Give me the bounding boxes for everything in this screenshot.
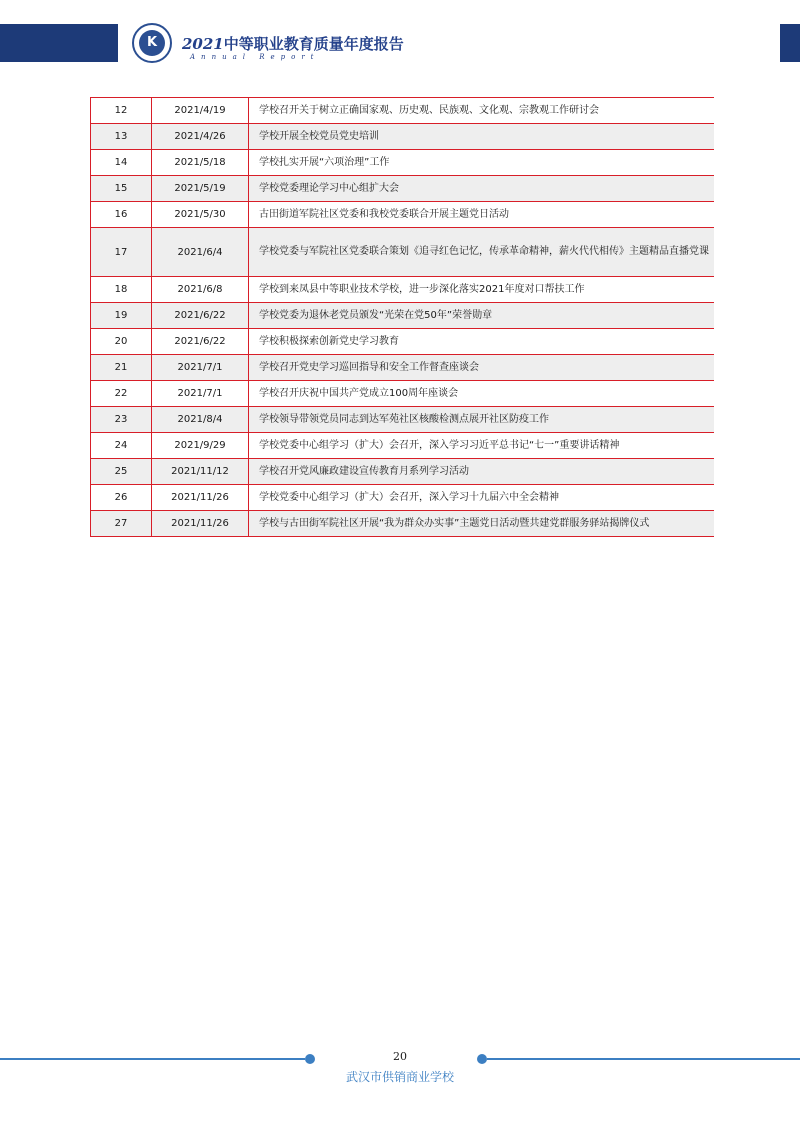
row-number-cell: 18 <box>91 277 152 303</box>
report-title-text: 中等职业教育质量年度报告 <box>223 35 404 53</box>
row-date-cell: 2021/4/26 <box>152 124 249 150</box>
party-events-table <box>90 97 714 537</box>
row-event-cell: 学校党委为退休老党员颁发“光荣在党50年”荣誉勋章 <box>249 303 715 329</box>
row-number-cell: 17 <box>91 228 152 277</box>
row-number-cell: 27 <box>91 511 152 537</box>
table-row <box>91 150 715 176</box>
table-row <box>91 98 715 124</box>
row-event-cell: 学校党委中心组学习（扩大）会召开，深入学习习近平总书记“七一”重要讲话精神 <box>249 433 715 459</box>
row-event-cell: 学校到来凤县中等职业技术学校，进一步深化落实2021年度对口帮扶工作 <box>249 277 715 303</box>
row-event-cell: 学校与古田街军院社区开展“我为群众办实事”主题党日活动暨共建党群服务驿站揭牌仪式 <box>249 511 715 537</box>
row-number-cell: 22 <box>91 381 152 407</box>
report-subtitle: Annual Report <box>190 53 320 61</box>
row-number-cell: 15 <box>91 176 152 202</box>
row-date-cell: 2021/7/1 <box>152 381 249 407</box>
row-event-cell: 学校扎实开展“六项治理”工作 <box>249 150 715 176</box>
footer-school-name: 武汉市供销商业学校 <box>345 1070 454 1084</box>
table-row <box>91 381 715 407</box>
report-title <box>182 33 404 54</box>
table-row <box>91 485 715 511</box>
row-date-cell: 2021/4/19 <box>152 98 249 124</box>
row-number-cell: 23 <box>91 407 152 433</box>
row-number-cell: 14 <box>91 150 152 176</box>
row-event-cell: 古田街道军院社区党委和我校党委联合开展主题党日活动 <box>249 202 715 228</box>
row-number-cell: 13 <box>91 124 152 150</box>
row-date-cell: 2021/9/29 <box>152 433 249 459</box>
table-row <box>91 355 715 381</box>
row-number-cell: 20 <box>91 329 152 355</box>
table-row <box>91 277 715 303</box>
row-event-cell: 学校党委与军院社区党委联合策划《追寻红色记忆，传承革命精神，薪火代代相传》主题精品直播党课 <box>249 228 715 277</box>
footer-line-right <box>487 1058 800 1060</box>
school-logo-mark: K <box>139 30 165 56</box>
row-event-cell: 学校召开党史学习巡回指导和安全工作督查座谈会 <box>249 355 715 381</box>
header-band-left <box>0 24 118 62</box>
report-title-year: 2021 <box>182 35 224 53</box>
table-row <box>91 511 715 537</box>
row-date-cell: 2021/6/8 <box>152 277 249 303</box>
row-event-cell: 学校召开党风廉政建设宣传教育月系列学习活动 <box>249 459 715 485</box>
row-event-cell: 学校领导带领党员同志到达军苑社区核酸检测点展开社区防疫工作 <box>249 407 715 433</box>
table-row <box>91 303 715 329</box>
footer-line-left <box>0 1058 305 1060</box>
table-row <box>91 202 715 228</box>
footer-dot-left <box>305 1054 315 1064</box>
row-date-cell: 2021/6/22 <box>152 303 249 329</box>
row-event-cell: 学校积极探索创新党史学习教育 <box>249 329 715 355</box>
row-number-cell: 26 <box>91 485 152 511</box>
school-logo <box>132 23 172 63</box>
row-date-cell: 2021/5/19 <box>152 176 249 202</box>
row-event-cell: 学校党委中心组学习（扩大）会召开，深入学习十九届六中全会精神 <box>249 485 715 511</box>
row-date-cell: 2021/6/4 <box>152 228 249 277</box>
row-event-cell: 学校开展全校党员党史培训 <box>249 124 715 150</box>
row-date-cell: 2021/11/12 <box>152 459 249 485</box>
row-number-cell: 12 <box>91 98 152 124</box>
table-row <box>91 459 715 485</box>
table-row <box>91 433 715 459</box>
row-number-cell: 25 <box>91 459 152 485</box>
footer-dot-right <box>477 1054 487 1064</box>
table-row <box>91 329 715 355</box>
table-row <box>91 228 715 277</box>
row-date-cell: 2021/7/1 <box>152 355 249 381</box>
row-number-cell: 24 <box>91 433 152 459</box>
row-event-cell: 学校党委理论学习中心组扩大会 <box>249 176 715 202</box>
row-date-cell: 2021/8/4 <box>152 407 249 433</box>
party-events-table-body <box>91 98 715 537</box>
table-row <box>91 407 715 433</box>
row-event-cell: 学校召开庆祝中国共产党成立100周年座谈会 <box>249 381 715 407</box>
row-date-cell: 2021/5/30 <box>152 202 249 228</box>
row-date-cell: 2021/11/26 <box>152 485 249 511</box>
table-row <box>91 124 715 150</box>
row-event-cell: 学校召开关于树立正确国家观、历史观、民族观、文化观、宗教观工作研讨会 <box>249 98 715 124</box>
row-number-cell: 21 <box>91 355 152 381</box>
page-number: 20 <box>393 1050 407 1063</box>
row-date-cell: 2021/11/26 <box>152 511 249 537</box>
row-number-cell: 19 <box>91 303 152 329</box>
row-date-cell: 2021/6/22 <box>152 329 249 355</box>
header-band-right <box>780 24 800 62</box>
row-date-cell: 2021/5/18 <box>152 150 249 176</box>
table-row <box>91 176 715 202</box>
row-number-cell: 16 <box>91 202 152 228</box>
